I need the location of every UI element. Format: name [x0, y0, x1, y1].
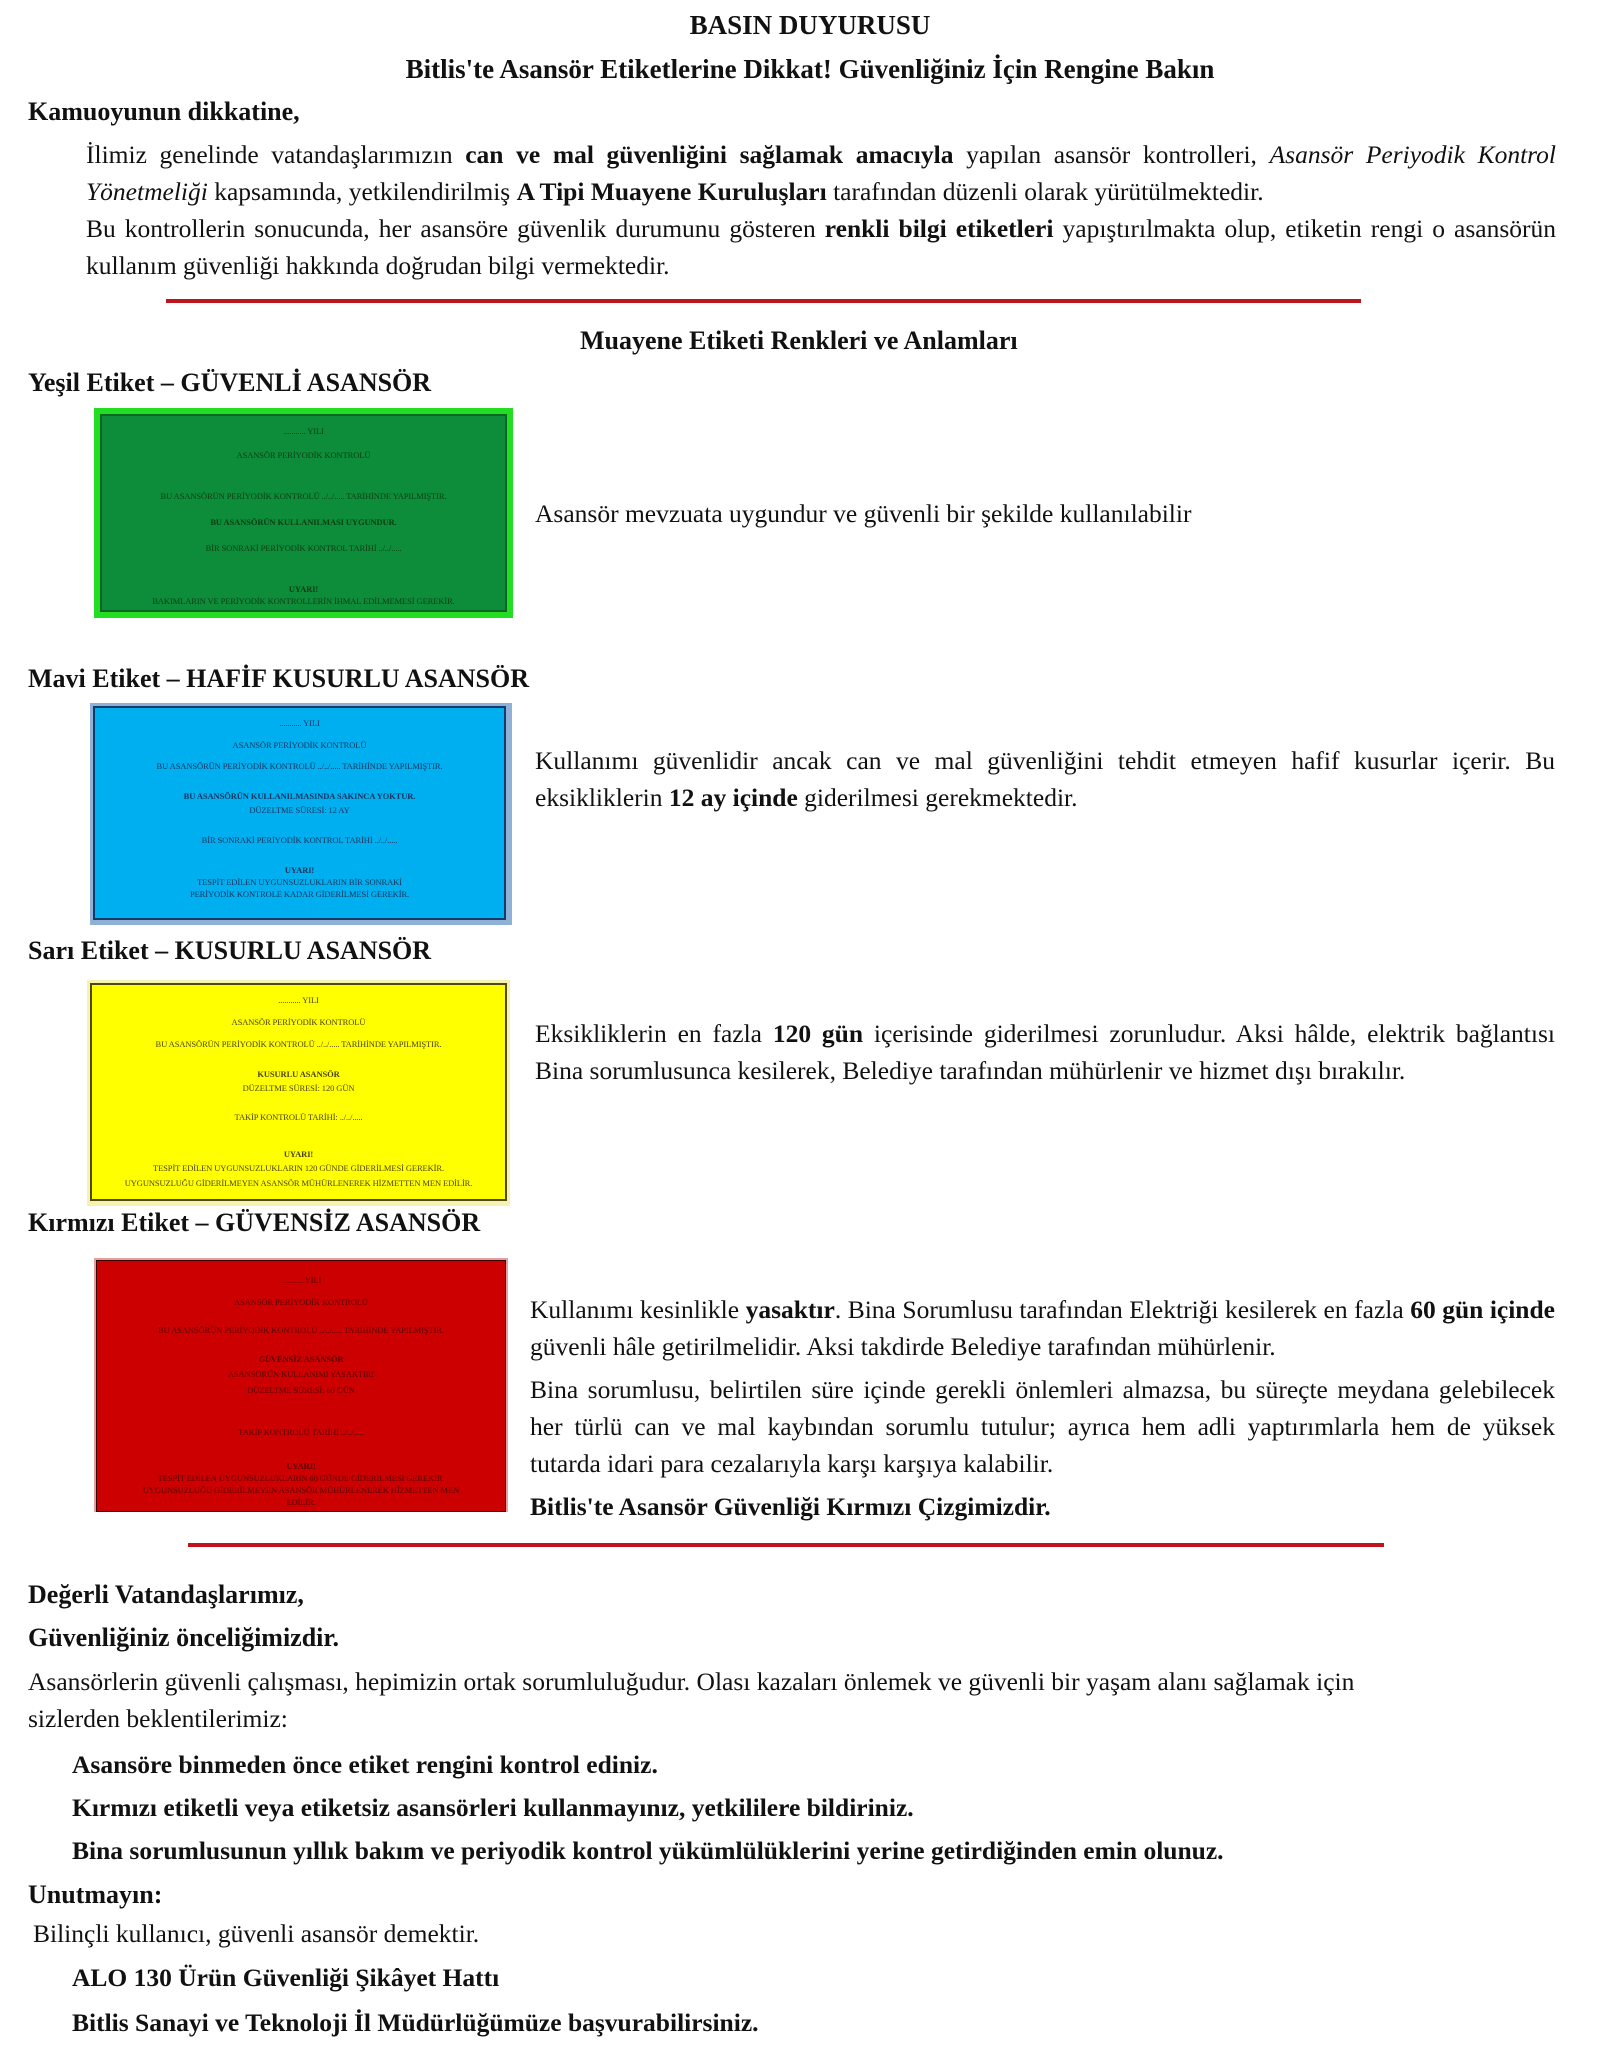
label-line: PERİYODİK KONTROLE KADAR GİDERİLMESİ GEREKİR. [189, 889, 410, 899]
label-line: ASANSÖR PERİYODİK KONTROLÜ [234, 1297, 368, 1307]
label-line: TESPİT EDİLEN UYGUNSUZLUKLARIN BİR SONRAKİ [197, 877, 402, 887]
green-label-heading: Yeşil Etiket – GÜVENLİ ASANSÖR [28, 368, 432, 397]
label-line: ........... YILI [280, 1275, 322, 1285]
section-title: Muayene Etiketi Renkleri ve Anlamları [580, 326, 1018, 355]
label-line: BU ASANSÖRÜN PERİYODİK KONTROLÜ ../../..... TARİHİNDE YAPILMIŞTIR. [158, 1325, 444, 1335]
label-line: BİR SONRAKİ PERİYODİK KONTROL TARİHİ ../../..... [205, 543, 402, 553]
intro-paragraph-2: Bu kontrollerin sonucunda, her asansöre güvenlik durumunu gösteren renkli bilgi etiketleri yapıştırılmakta olup, etiketin rengi o asansörün kullanım güvenliği hakkında doğrudan bilgi vermektedir. [86, 214, 1556, 280]
label-line: TAKİP KONTROLÜ TARİHİ ../../..... [238, 1427, 364, 1437]
label-line: UYARI! [288, 584, 319, 594]
label-line: EDİLİR. [286, 1497, 316, 1507]
label-line: ASANSÖR PERİYODİK KONTROLÜ [231, 1017, 366, 1027]
closing-body-line-2: sizlerden beklentilerimiz: [28, 1704, 288, 1733]
reminder-title: Unutmayın: [28, 1880, 163, 1909]
label-line: ........... YILI [279, 718, 320, 728]
label-line: DÜZELTME SÜRESİ: 12 AY [249, 805, 350, 815]
label-line: TESPİT EDİLEN UYGUNSUZLUKLARIN 60 GÜNDE GİDERİLMESİ GEREKİR. [157, 1473, 445, 1483]
label-line: UYGUNSUZLUĞU GİDERİLMEYEN ASANSÖR MÜHÜRLENEREK HİZMETTEN MEN [142, 1485, 460, 1495]
label-line: BİR SONRAKİ PERİYODİK KONTROL TARİHİ ../../..... [201, 835, 398, 845]
label-line: BU ASANSÖRÜN KULLANILMASI UYGUNDUR. [210, 517, 397, 527]
label-line: ASANSÖR PERİYODİK KONTROLÜ [236, 450, 371, 460]
legal-warning: Bina sorumlusu, belirtilen süre içinde gerekli önlemleri almazsa, bu süreçte meydana gelebilecek her türlü can ve mal kaybından sorumlu tutulur; ayrıca hem adli yaptırımlarla hem de yüksek tutarda idari para cezalarıyla karşı karşıya kalabilir. [530, 1375, 1555, 1478]
hotline: ALO 130 Ürün Güvenliği Şikâyet Hattı [72, 1963, 500, 1992]
label-line: UYARI! [286, 1461, 316, 1471]
blue-label-description: Kullanımı güvenlidir ancak can ve mal güvenliğini tehdit etmeyen hafif kusurlar içerir. Bu eksikliklerin 12 ay içinde giderilmesi gerekmektedir. [535, 746, 1555, 812]
label-line: BU ASANSÖRÜN PERİYODİK KONTROLÜ ../../..... TARİHİNDE YAPILMIŞTIR. [156, 761, 443, 771]
label-line: BU ASANSÖRÜN KULLANILMASINDA SAKINCA YOKTUR. [183, 791, 416, 801]
yellow-label-face [90, 983, 507, 1201]
closing-priority: Güvenliğiniz önceliğimizdir. [28, 1623, 340, 1652]
label-line: ........... YILI [278, 995, 319, 1005]
press-release-subtitle: Bitlis'te Asansör Etiketlerine Dikkat! Güvenliğiniz İçin Rengine Bakın [405, 54, 1215, 84]
intro-paragraph-1: İlimiz genelinde vatandaşlarımızın can ve mal güvenliğini sağlamak amacıyla yapılan asansör kontrolleri, Asansör Periyodik Kontrol Yönetmeliği kapsamında, yetkilendirilmiş A Tipi Muayene Kuruluşları tarafından düzenli olarak yürütülmektedir. [86, 140, 1556, 206]
label-line: BAKIMLARIN VE PERİYODİK KONTROLLERİN İHMAL EDİLMEMESİ GEREKİR. [152, 596, 455, 606]
label-line: UYGUNSUZLUĞU GİDERİLMEYEN ASANSÖR MÜHÜRLENEREK HİZMETTEN MEN EDİLİR. [124, 1178, 473, 1188]
closing-greeting: Değerli Vatandaşlarımız, [28, 1580, 304, 1609]
label-line: KUSURLU ASANSÖR [257, 1069, 340, 1079]
label-line: BU ASANSÖRÜN PERİYODİK KONTROLÜ ../../..... TARİHİNDE YAPILMIŞTIR. [160, 491, 447, 501]
label-line: GÜVENSİZ ASANSÖR [258, 1354, 344, 1364]
red-label-heading: Kırmızı Etiket – GÜVENSİZ ASANSÖR [28, 1208, 481, 1237]
label-line: DÜZELTME SÜRESİ: 60 GÜN [247, 1385, 355, 1395]
yellow-label-image [87, 980, 510, 1206]
label-line: ASANSÖRÜN KULLANIMI YASAKTIR! [227, 1369, 374, 1379]
reminder-text: Bilinçli kullanıcı, güvenli asansör demektir. [33, 1919, 480, 1948]
label-line: ASANSÖR PERİYODİK KONTROLÜ [232, 740, 367, 750]
green-label-description: Asansör mevzuata uygundur ve güvenli bir şekilde kullanılabilir [535, 499, 1192, 528]
salutation: Kamuoyunun dikkatine, [28, 97, 300, 126]
label-line: UYARI! [283, 1149, 314, 1159]
label-line: DÜZELTME SÜRESİ: 120 GÜN [242, 1083, 355, 1093]
red-label-face [96, 1260, 506, 1512]
expectation-item: Bina sorumlusunun yıllık bakım ve periyodik kontrol yükümlülüklerini yerine getirdiğinden emin olunuz. [72, 1836, 1224, 1865]
green-label-image [94, 408, 513, 618]
label-line: TAKİP KONTROLÜ TARİHİ: ../../..... [234, 1112, 363, 1122]
blue-label-face [93, 706, 506, 920]
label-line: ........... YILI [283, 426, 324, 436]
expectation-item: Asansöre binmeden önce etiket rengini kontrol ediniz. [72, 1750, 658, 1779]
contact-info: Bitlis Sanayi ve Teknoloji İl Müdürlüğümüze başvurabilirsiniz. [72, 2008, 759, 2037]
label-line: TESPİT EDİLEN UYGUNSUZLUKLARIN 120 GÜNDE GİDERİLMESİ GEREKİR. [153, 1163, 444, 1173]
yellow-label-description: Eksikliklerin en fazla 120 gün içerisinde giderilmesi zorunludur. Aksi hâlde, elektrik bağlantısı Bina sorumlusunca kesilerek, Belediye tarafından mühürlenir ve hizmet dışı bırakılır. [535, 1019, 1555, 1085]
red-divider-bottom [188, 1543, 1384, 1547]
closing-body-line-1: Asansörlerin güvenli çalışması, hepimizin ortak sorumluluğudur. Olası kazaları önlemek ve güvenli bir yaşam alanı sağlamak için [28, 1667, 1355, 1696]
yellow-label-heading: Sarı Etiket – KUSURLU ASANSÖR [28, 936, 432, 965]
intro-paragraphs [86, 136, 1556, 284]
expectation-item: Kırmızı etiketli veya etiketsiz asansörleri kullanmayınız, yetkililere bildiriniz. [72, 1793, 914, 1822]
blue-label-image [90, 703, 512, 925]
red-line-slogan: Bitlis'te Asansör Güvenliği Kırmızı Çizgimizdir. [530, 1492, 1051, 1521]
blue-label-heading: Mavi Etiket – HAFİF KUSURLU ASANSÖR [28, 664, 530, 693]
label-line: BU ASANSÖRÜN PERİYODİK KONTROLÜ ../../..... TARİHİNDE YAPILMIŞTIR. [155, 1039, 442, 1049]
press-release-title: BASIN DUYURUSU [689, 10, 931, 40]
green-label-face [100, 414, 507, 612]
red-label-description: Kullanımı kesinlikle yasaktır. Bina Sorumlusu tarafından Elektriği kesilerek en fazla 60 gün içinde güvenli hâle getirilmelidir. Aksi takdirde Belediye tarafından mühürlenir. Bina sorumlusu, belirtilen süre içinde gerekli önlemleri almazsa, bu süreçte meydana gelebilecek her türlü can ve mal kaybından sorumlu tutulur; ayrıca hem adli yaptırımlarla hem de yüksek tutarda idari para cezalarıyla karşı karşıya kalabilir. Bitlis'te Asansör Güvenliği Kırmızı Çizgimizdir. [530, 1291, 1555, 1525]
red-divider-top [166, 299, 1361, 303]
red-label-image [94, 1258, 508, 1512]
label-line: UYARI! [284, 865, 315, 875]
